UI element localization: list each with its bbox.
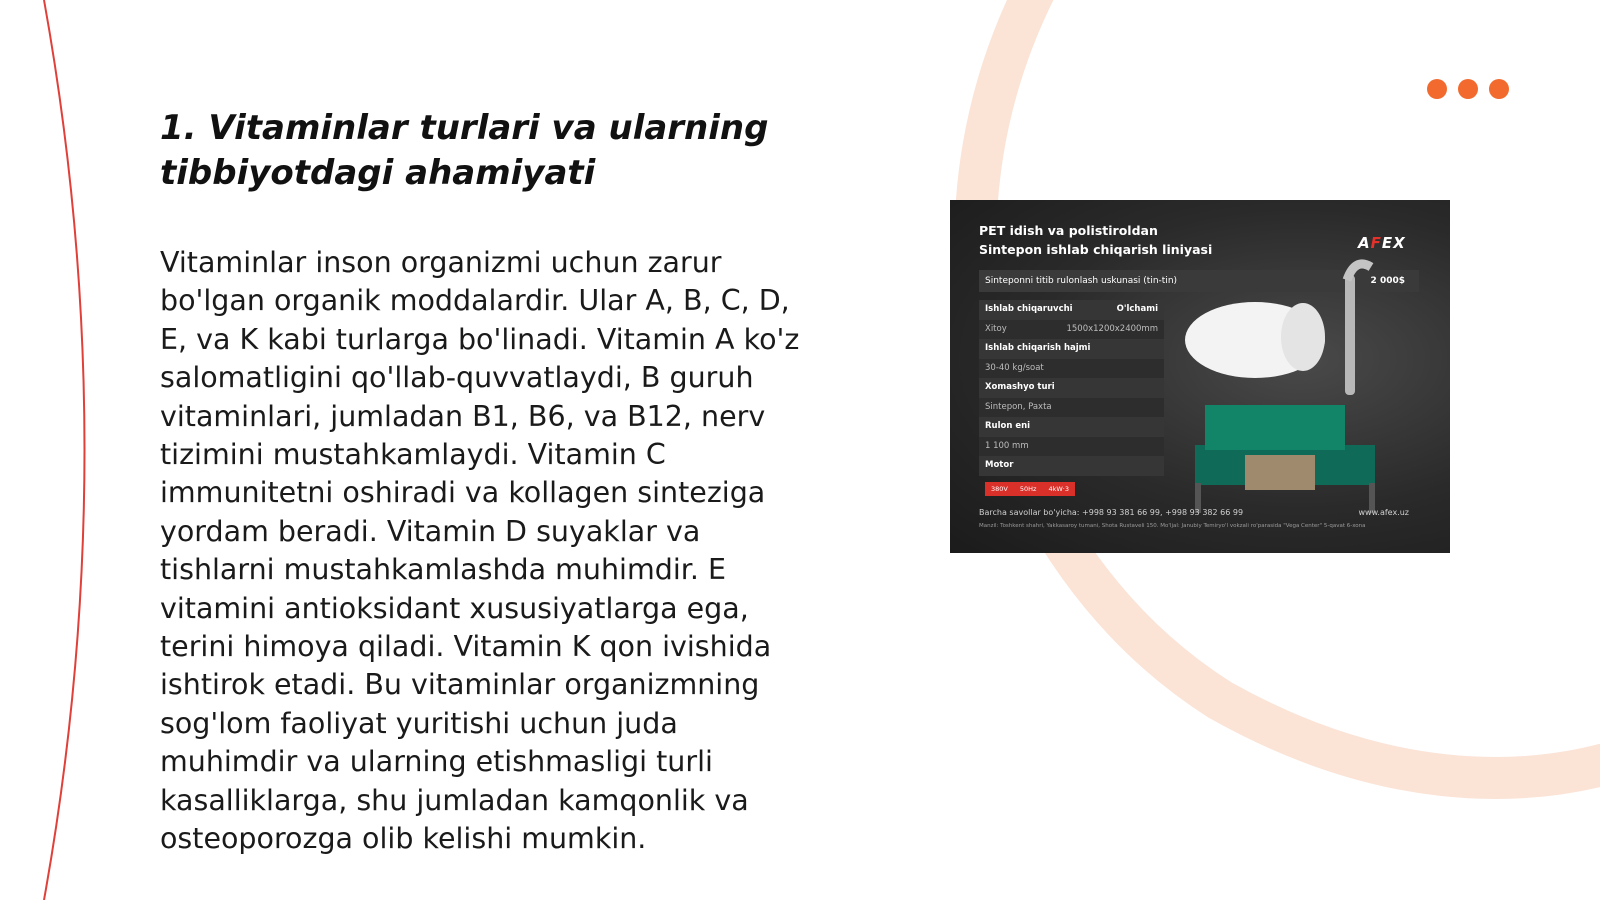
body-line: ishtirok etadi. Bu vitaminlar organizmning xyxy=(160,668,760,702)
title-line-1: 1. Vitaminlar turlari va ularning xyxy=(160,108,769,148)
body-line: immunitetni oshiradi va kollagen sinteziga xyxy=(160,476,766,510)
dot-3 xyxy=(1489,79,1509,99)
spec-header-row xyxy=(979,300,1164,320)
body-line: yordam beradi. Vitamin D suyaklar va xyxy=(160,514,701,548)
motor-badge: 380V xyxy=(985,482,1014,496)
slide-title xyxy=(160,106,860,196)
body-line: salomatligini qo'llab-quvvatlaydi, B guruh xyxy=(160,361,754,395)
body-line: tishlarni mustahkamlashda muhimdir. E xyxy=(160,553,726,587)
ad-product-label: Sinteponni titib rulonlash uskunasi (tin-tin) xyxy=(985,276,1178,286)
spec-value-row xyxy=(979,359,1164,379)
spec-value-row xyxy=(979,437,1164,457)
motor-badge: 50Hz xyxy=(1014,482,1043,496)
product-advert-image xyxy=(950,200,1450,553)
body-line: tizimini mustahkamlaydi. Vitamin C xyxy=(160,438,666,472)
ad-heading-line-2: Sintepon ishlab chiqarish liniyasi xyxy=(979,242,1213,257)
spec-label: Motor xyxy=(985,460,1014,470)
motor-badge: 4kW·3 xyxy=(1042,482,1075,496)
dot-2 xyxy=(1458,79,1478,99)
logo-part: EX xyxy=(1381,234,1406,252)
spec-value-row xyxy=(979,320,1164,340)
spec-header-row xyxy=(979,417,1164,437)
body-line: vitaminlari, jumladan B1, B6, va B12, nerv xyxy=(160,399,766,433)
ad-address: Manzil: Toshkent shahri, Yakkasaroy tumani, Shota Rustaveli 150. Mo'ljal: Janubiy Temiryo'l vokzali ro'parasida "Vega Center" 5-qavat 6-xona xyxy=(979,523,1366,529)
spec-label: Ishlab chiqaruvchi xyxy=(985,304,1073,314)
ad-contact-text: Barcha savollar bo'yicha: +998 93 381 66 99, +998 93 382 66 99 xyxy=(979,508,1244,517)
spec-label: Rulon eni xyxy=(985,421,1031,431)
ad-heading xyxy=(979,221,1212,259)
left-accent-line xyxy=(44,0,85,900)
spec-header-row xyxy=(979,378,1164,398)
spec-value: Xitoy xyxy=(985,323,1007,334)
title-line-2: tibbiyotdagi ahamiyati xyxy=(160,153,596,193)
spec-header-row xyxy=(979,456,1164,476)
motor-badges xyxy=(985,482,1075,496)
spec-value-row xyxy=(979,398,1164,418)
logo-part: A xyxy=(1358,234,1371,252)
ad-heading-line-1: PET idish va polistiroldan xyxy=(979,223,1158,238)
dot-1 xyxy=(1427,79,1447,99)
spec-value: 1 100 mm xyxy=(985,440,1029,451)
spec-label: Xomashyo turi xyxy=(985,382,1055,392)
body-line: E, va K kabi turlarga bo'linadi. Vitamin A ko'z xyxy=(160,322,800,356)
ad-price: 2 000$ xyxy=(1370,276,1405,286)
spec-value: 1500x1200x2400mm xyxy=(1066,323,1158,334)
spec-header-row xyxy=(979,339,1164,359)
body-line: vitamini antioksidant xususiyatlarga ega, xyxy=(160,591,749,625)
body-line: bo'lgan organik moddalardir. Ular A, B, C, D, xyxy=(160,284,790,318)
ad-contact xyxy=(979,508,1429,517)
spec-label: O'lchami xyxy=(1116,304,1158,314)
logo-part: F xyxy=(1370,234,1382,252)
machine-illustration xyxy=(1175,255,1435,515)
body-line: kasalliklarga, shu jumladan kamqonlik va xyxy=(160,783,749,817)
body-line: osteoporozga olib kelishi mumkin. xyxy=(160,822,647,856)
spec-value: Sintepon, Paxta xyxy=(985,401,1052,412)
body-line: terini himoya qiladi. Vitamin K qon ivishida xyxy=(160,630,772,664)
spec-label: Ishlab chiqarish hajmi xyxy=(985,343,1091,353)
ad-spec-table xyxy=(979,300,1164,476)
ad-site: www.afex.uz xyxy=(1358,508,1409,517)
decorative-dots xyxy=(1427,79,1509,99)
body-line: muhimdir va ularning etishmasligi turli xyxy=(160,745,713,779)
body-line: sog'lom faoliyat yuritishi uchun juda xyxy=(160,706,678,740)
slide-body xyxy=(160,244,840,859)
body-line: Vitaminlar inson organizmi uchun zarur xyxy=(160,246,722,279)
afex-logo xyxy=(1358,234,1406,252)
spec-value: 30-40 kg/soat xyxy=(985,362,1044,373)
